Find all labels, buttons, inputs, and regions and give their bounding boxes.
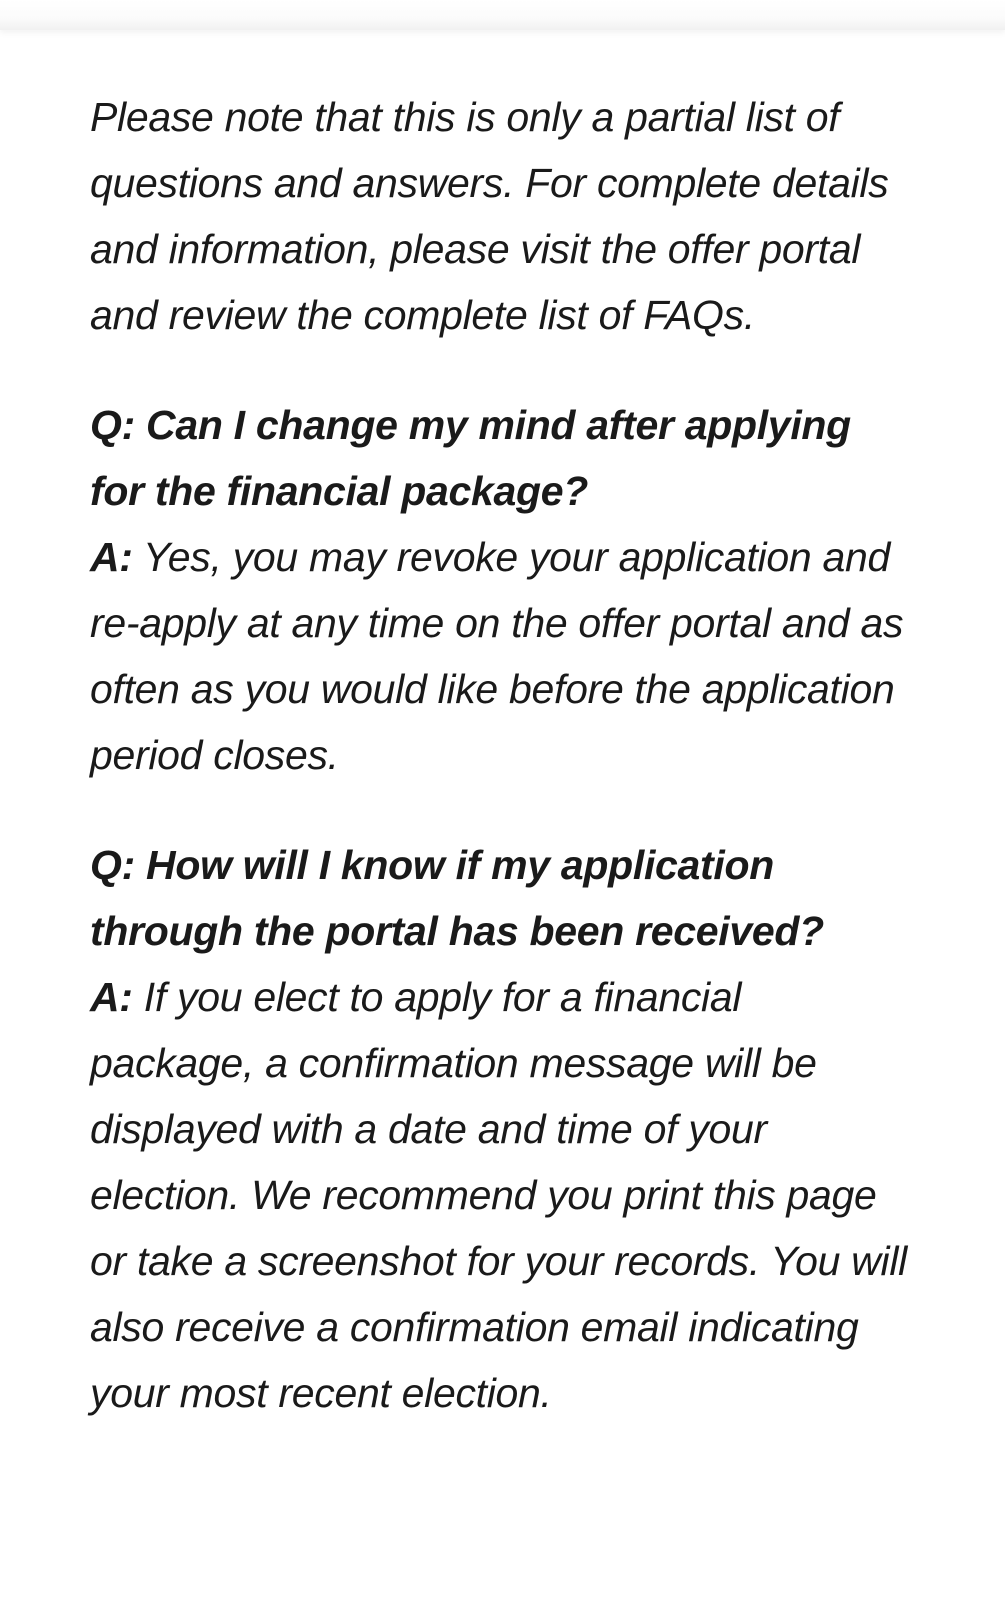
faq-answer <box>90 524 910 788</box>
top-header-edge <box>0 0 1005 30</box>
answer-prefix: A: <box>90 534 133 580</box>
faq-item <box>90 392 910 788</box>
faq-item <box>90 832 910 1426</box>
faq-answer <box>90 964 910 1426</box>
faq-question: Q: How will I know if my application through the portal has been received? <box>90 842 824 954</box>
answer-text: If you elect to apply for a financial package, a confirmation message will be displayed with a date and time of your election. We recommend you print this page or take a screenshot for your records. You will also receive a confirmation email indicating your most recent election. <box>90 974 907 1416</box>
faq-content <box>90 84 910 1426</box>
answer-text: Yes, you may revoke your application and re-apply at any time on the offer portal and as often as you would like before the application period closes. <box>90 534 904 778</box>
answer-prefix: A: <box>90 974 133 1020</box>
faq-question: Q: Can I change my mind after applying for the financial package? <box>90 402 851 514</box>
intro-paragraph: Please note that this is only a partial list of questions and answers. For complete details and information, please visit the offer portal and review the complete list of FAQs. <box>90 94 889 338</box>
